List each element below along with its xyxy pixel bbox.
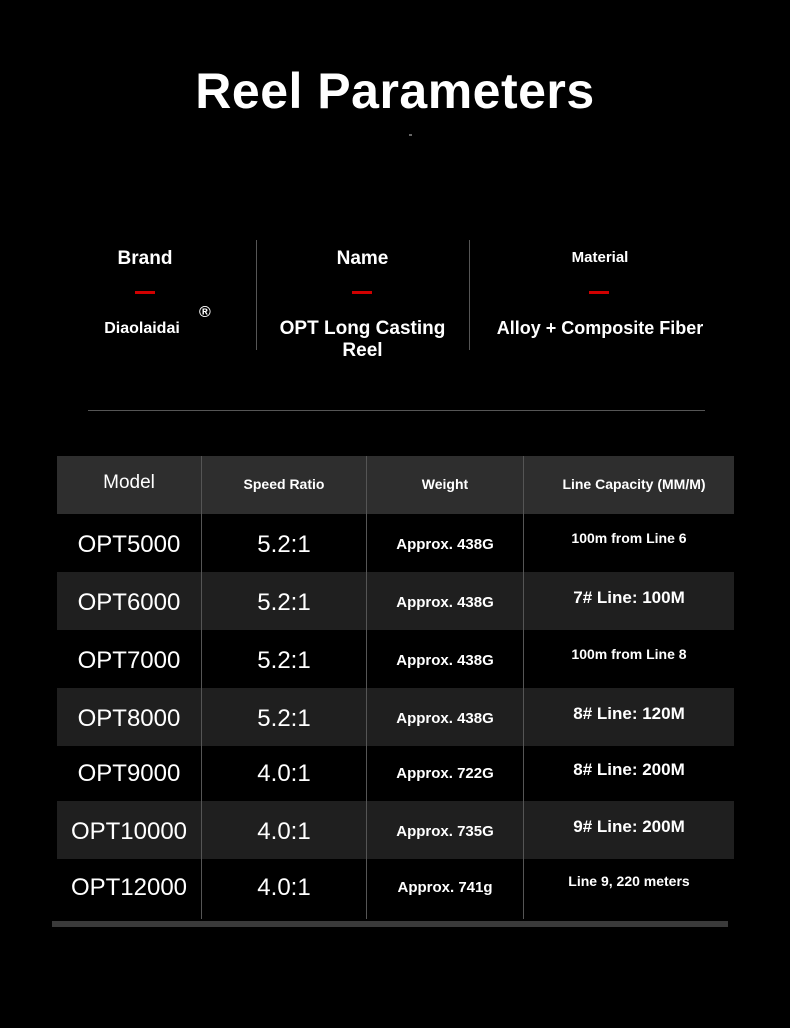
speed-cell: 5.2:1 [257,647,311,674]
model-cell: OPT7000 [77,647,181,674]
weight-cell: Approx. 735G [396,823,494,840]
table-row [57,514,734,572]
header-cell [524,456,734,514]
model-cell: OPT8000 [77,705,181,732]
registered-mark: ® [199,304,211,321]
brand-accent-bar [135,291,155,294]
speed-cell: 4.0:1 [257,874,311,901]
table-row [57,746,734,801]
table-header-row [57,456,734,514]
header-cell [57,456,202,514]
speed-cell: 5.2:1 [257,531,311,558]
brand-block [60,240,230,352]
weight-cell: Approx. 438G [396,594,494,611]
model-cell: OPT5000 [77,531,181,558]
capacity-cell: 100m from Line 8 [571,646,687,662]
table-row [57,801,734,859]
capacity-cell: 9# Line: 200M [573,817,685,836]
name-value: OPT Long Casting Reel [279,318,446,361]
capacity-cell: 7# Line: 100M [573,588,685,607]
weight-cell: Approx. 741g [397,879,493,896]
decorative-dot [409,134,412,136]
table-row [57,572,734,630]
model-cell: OPT9000 [77,760,181,787]
parameters-table [57,456,734,919]
table-row [57,859,734,919]
name-accent-bar [352,291,372,294]
brand-value: Diaolaidai [104,320,180,337]
speed-cell: 5.2:1 [257,705,311,732]
capacity-cell: 8# Line: 200M [573,760,685,779]
header-weight: Weight [421,476,469,492]
name-block [257,240,468,361]
table-row [57,630,734,688]
material-label: Material [571,249,629,266]
capacity-cell: 8# Line: 120M [573,704,685,723]
weight-cell: Approx. 722G [396,765,494,782]
header-line-capacity: Line Capacity (MM/M) [562,476,706,492]
capacity-cell: Line 9, 220 meters [568,873,690,889]
header-cell [367,456,524,514]
table-row [57,688,734,746]
weight-cell: Approx. 438G [396,710,494,727]
weight-cell: Approx. 438G [396,652,494,669]
speed-cell: 4.0:1 [257,760,311,787]
capacity-cell: 100m from Line 6 [571,530,687,546]
header-model: Model [103,472,155,493]
material-block [470,240,730,352]
model-cell: OPT12000 [70,874,188,901]
header-cell [202,456,367,514]
name-label: Name [336,248,389,269]
material-value: Alloy + Composite Fiber [496,318,704,338]
speed-cell: 5.2:1 [257,589,311,616]
weight-cell: Approx. 438G [396,536,494,553]
page-title: Reel Parameters [195,63,595,119]
model-cell: OPT6000 [77,589,181,616]
header-speed-ratio: Speed Ratio [243,476,325,492]
brand-label: Brand [117,248,173,269]
material-accent-bar [589,291,609,294]
speed-cell: 4.0:1 [257,818,311,845]
table-bottom-bar [52,921,728,927]
model-cell: OPT10000 [70,818,188,845]
section-divider [88,410,705,411]
